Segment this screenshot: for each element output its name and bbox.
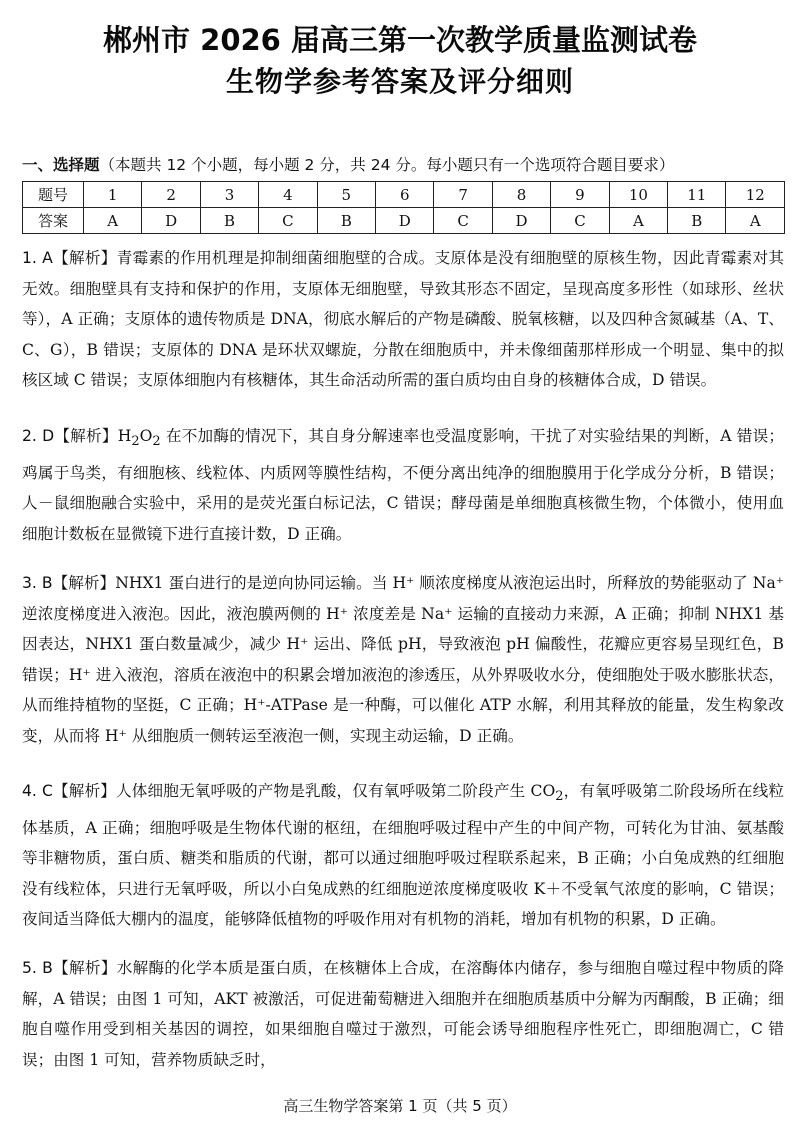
answer-cell: D <box>142 208 200 234</box>
answer-table-label-number: 题号 <box>23 182 84 208</box>
answer-cell: A <box>84 208 142 234</box>
explanation-q4 <box>22 776 784 935</box>
section-heading <box>22 153 674 175</box>
formula-sub: 2 <box>152 434 161 450</box>
answer-table-label-answer: 答案 <box>23 208 84 234</box>
question-number: 8 <box>492 182 550 208</box>
formula-sub: 2 <box>131 434 140 450</box>
formula-h: H <box>117 427 132 445</box>
question-number: 3 <box>200 182 258 208</box>
answer-cell: A <box>726 208 785 234</box>
section-note: （本题共 12 个小题，每小题 2 分，共 24 分。每小题只有一个选项符合题目要求） <box>99 156 675 174</box>
question-number: 9 <box>551 182 609 208</box>
answer-cell: D <box>492 208 550 234</box>
question-number: 4 <box>259 182 317 208</box>
explanation-q5 <box>22 953 784 1075</box>
question-number: 2 <box>142 182 200 208</box>
formula-sub: 2 <box>555 789 564 805</box>
explanation-label: 1. A【解析】 <box>22 249 117 267</box>
explanation-text: 在不加酶的情况下，其自身分解速率也受温度影响，干扰了对实验结果的判断，A 错误；鸡属于鸟类，有细胞核、线粒体、内质网等膜性结构，不便分离出纯净的细胞膜用于化学成分分析，B 错误；人－鼠细胞融合实验中，采用的是荧光蛋白标记法，C 错误；酵母菌是单细胞真核微生物，个体微小，使用血细胞计数板在显微镜下进行直接计数，D 正确。 <box>22 427 784 543</box>
answer-cell: D <box>376 208 434 234</box>
explanation-label: 4. C【解析】 <box>22 782 117 800</box>
answer-table-row-answers <box>23 208 785 234</box>
doc-subtitle: 生物学参考答案及评分细则 <box>225 65 574 98</box>
answer-cell: C <box>434 208 492 234</box>
page-footer: 高三生物学答案第 1 页（共 5 页） <box>283 1097 517 1115</box>
question-number: 5 <box>317 182 375 208</box>
explanation-label: 5. B【解析】 <box>22 959 117 977</box>
answer-cell: C <box>259 208 317 234</box>
explanation-label: 2. D【解析】 <box>22 427 118 445</box>
answer-cell: C <box>551 208 609 234</box>
explanation-q2 <box>22 421 784 549</box>
answer-cell: B <box>317 208 375 234</box>
explanation-label: 3. B【解析】 <box>22 574 116 592</box>
question-number: 7 <box>434 182 492 208</box>
question-number: 1 <box>84 182 142 208</box>
explanation-text: NHX1 蛋白进行的是逆向协同运输。当 H⁺ 顺浓度梯度从液泡运出时，所释放的势能驱动了 Na⁺ 逆浓度梯度进入液泡。因此，液泡膜两侧的 H⁺ 浓度差是 Na⁺ 运输的直接动力来源，A 正确；抑制 NHX1 基因表达，NHX1 蛋白数量减少，减少 H⁺ 运出、降低 pH，导致液泡 pH 偏酸性，花瓣应更容易呈现红色，B 错误；H⁺ 进入液泡，溶质在液泡中的积累会增加液泡的渗透压，从外界吸收水分，使细胞处于吸水膨胀状态，从而维持植物的坚挺，C 正确；H⁺-ATPase 是一种酶，可以催化 ATP 水解，利用其释放的能量，发生构象改变，从而将 H⁺ 从细胞质一侧转运至液泡一侧，实现主动运输，D 正确。 <box>22 574 784 745</box>
explanation-text: 水解酶的化学本质是蛋白质，在核糖体上合成，在溶酶体内储存，参与细胞自噬过程中物质的降解，A 错误；由图 1 可知，AKT 被激活，可促进葡萄糖进入细胞并在细胞质基质中分解为丙酮酸，B 正确；细胞自噬作用受到相关基因的调控，如果细胞自噬过于激烈，可能会诱导细胞程序性死亡，即细胞凋亡，C 错误；由图 1 可知，营养物质缺乏时， <box>22 959 784 1069</box>
explanation-text: 青霉素的作用机理是抑制细菌细胞壁的合成。支原体是没有细胞壁的原核生物，因此青霉素对其无效。细胞壁具有支持和保护的作用，支原体无细胞壁，导致其形态不固定，呈现高度多形性（如球形、丝状等），A 正确；支原体的遗传物质是 DNA，彻底水解后的产物是磷酸、脱氧核糖，以及四种含氮碱基（A、T、C、G），B 错误；支原体的 DNA 是环状双螺旋，分散在细胞质中，并未像细菌那样形成一个明显、集中的拟核区域 C 错误；支原体细胞内有核糖体，其生命活动所需的蛋白质均由自身的核糖体合成，D 错误。 <box>22 249 784 390</box>
explanation-text: ，有氧呼吸第二阶段场所在线粒体基质，A 正确；细胞呼吸是生物体代谢的枢纽，在细胞呼吸过程中产生的中间产物，可转化为甘油、氨基酸等非糖物质，蛋白质、糖类和脂质的代谢，都可以通过细胞呼吸过程联系起来，B 正确；小白兔成熟的红细胞没有线粒体，只进行无氧呼吸，所以小白兔成熟的红细胞逆浓度梯度吸收 K＋不受氧气浓度的影响，C 错误；夜间适当降低大棚内的温度，能够降低植物的呼吸作用对有机物的消耗，增加有机物的积累，D 正确。 <box>22 782 784 929</box>
answer-table-row-numbers <box>23 182 785 208</box>
doc-title: 郴州市 2026 届高三第一次教学质量监测试卷 <box>103 23 697 57</box>
explanation-q1 <box>22 243 784 396</box>
answer-cell: B <box>668 208 726 234</box>
question-number: 12 <box>726 182 785 208</box>
explanation-q3 <box>22 568 784 752</box>
question-number: 11 <box>668 182 726 208</box>
section-title: 一、选择题 <box>22 156 100 174</box>
question-number: 10 <box>609 182 667 208</box>
answer-table <box>22 181 785 234</box>
answer-cell: A <box>609 208 667 234</box>
formula-o: O <box>139 427 153 445</box>
answer-cell: B <box>200 208 258 234</box>
question-number: 6 <box>376 182 434 208</box>
explanation-text: 人体细胞无氧呼吸的产物是乳酸，仅有氧呼吸第二阶段产生 CO <box>116 782 556 800</box>
